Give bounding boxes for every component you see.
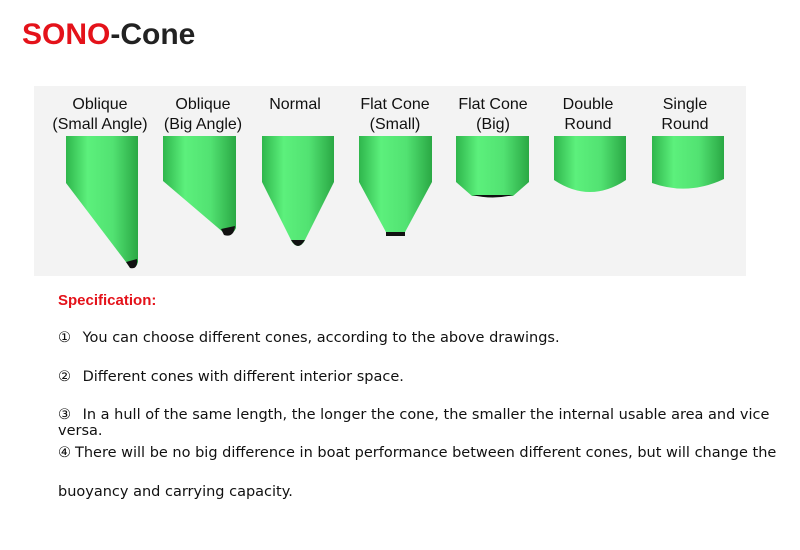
spec-item-3: ③ In a hull of the same length, the longer the cone, the smaller the internal usable area and vice versa. [58, 407, 770, 439]
cone-double-round [554, 136, 626, 192]
specification-heading: Specification: [58, 292, 157, 309]
cone-normal [262, 136, 334, 246]
cone-tip-black [472, 195, 513, 198]
cone-flat-small [359, 136, 432, 234]
cone-single-round [652, 136, 724, 189]
cone-label-oblique-big: Oblique (Big Angle) [163, 96, 243, 133]
spec-item-4-continued: buoyancy and carrying capacity. [58, 484, 293, 500]
spec-item-1: ① You can choose different cones, according to the above drawings. [58, 330, 560, 346]
brand-name: SONO [22, 18, 111, 51]
cone-tip-black [291, 240, 305, 246]
cone-tip-black [386, 232, 405, 236]
cone-oblique-big-angle [163, 136, 236, 234]
cone-label-normal: Normal [269, 96, 321, 113]
cone-flat-big [456, 136, 529, 196]
cone-label-single-round: Single Round [661, 96, 709, 133]
title-suffix: -Cone [110, 18, 196, 51]
spec-item-4: ④ There will be no big difference in boat performance between different cones, but will change the [58, 445, 777, 461]
cone-label-flat-small: Flat Cone (Small) [360, 96, 430, 133]
cone-label-double-round: Double Round [562, 96, 614, 133]
cone-oblique-small-angle [66, 136, 138, 267]
cone-label-flat-big: Flat Cone (Big) [458, 96, 528, 133]
spec-item-2: ② Different cones with different interior space. [58, 369, 404, 385]
cone-label-oblique-small: Oblique (Small Angle) [52, 96, 148, 133]
